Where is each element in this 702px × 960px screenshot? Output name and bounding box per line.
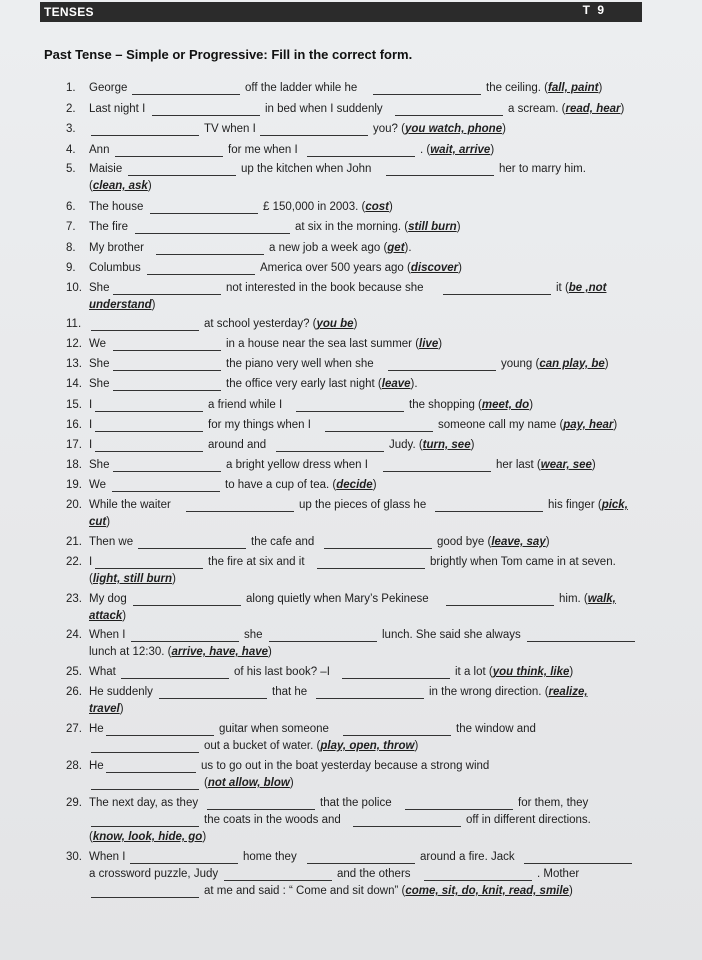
answer-blank[interactable] [91,897,199,898]
answer-blank[interactable] [113,370,221,371]
verb-hint: light, still burn [92,573,173,585]
sentence-text: ) [202,831,207,843]
answer-blank[interactable] [186,511,294,512]
answer-blank[interactable] [269,641,377,642]
answer-blank[interactable] [106,735,214,736]
verb-hint: leave [381,378,411,390]
sentence-text: While the waiter [89,499,171,511]
verb-hint: attack [89,610,123,622]
exercise-number: 9. [66,262,76,274]
answer-blank[interactable] [373,94,481,95]
header-bar [40,2,642,22]
sentence-text: Columbus [89,262,141,274]
sentence-text: a friend while I [208,399,283,411]
answer-blank[interactable] [112,491,220,492]
verb-hint: you be [316,318,354,330]
sentence-text: around and [208,439,267,451]
sentence-text: her last ( [496,459,541,471]
sentence-text: for me when I [228,144,298,156]
answer-blank[interactable] [150,213,258,214]
sentence-text: My brother [89,242,144,254]
answer-blank[interactable] [316,698,424,699]
answer-blank[interactable] [135,233,290,234]
answer-blank[interactable] [343,735,451,736]
sentence-text: home they [243,851,297,863]
exercise-number: 12. [66,338,82,350]
answer-blank[interactable] [131,641,239,642]
sentence-text: ) [372,479,377,491]
verb-hint: play, open, throw [320,740,415,752]
sentence-text: What [89,666,116,678]
answer-blank[interactable] [121,678,229,679]
sentence-text: to have a cup of tea. ( [225,479,337,491]
answer-blank[interactable] [147,274,255,275]
exercise-number: 7. [66,221,76,233]
answer-blank[interactable] [128,175,236,176]
sentence-text: a crossword puzzle, Judy [89,868,219,880]
sentence-text: Ann [89,144,110,156]
sentence-text: lunch at 12:30. ( [89,646,172,658]
exercise-number: 29. [66,797,82,809]
sentence-text: ) [613,419,618,431]
verb-hint: walk, [587,593,616,605]
answer-blank[interactable] [91,789,199,790]
exercise-number: 16. [66,419,82,431]
sentence-text: a bright yellow dress when I [226,459,368,471]
sentence-text: ) [470,439,475,451]
sentence-text: My dog [89,593,127,605]
answer-blank[interactable] [307,156,415,157]
sentence-text: ) [353,318,358,330]
sentence-text: the cafe and [251,536,315,548]
exercise-number: 28. [66,760,82,772]
answer-blank[interactable] [95,451,203,452]
sentence-text: Last night I [89,103,146,115]
verb-hint: still burn [408,221,457,233]
verb-hint: wait, arrive [430,144,491,156]
exercise-number: 11. [66,318,82,330]
verb-hint: not allow, blow [207,777,290,789]
answer-blank[interactable] [524,863,632,864]
answer-blank[interactable] [159,698,267,699]
answer-blank[interactable] [130,863,238,864]
sentence-text: £ 150,000 in 2003. ( [263,201,366,213]
sentence-text: up the pieces of glass he [299,499,427,511]
sentence-text: in a house near the sea last summer ( [226,338,420,350]
verb-hint: cut [89,516,107,528]
sentence-text: someone call my name ( [438,419,564,431]
sentence-text: He suddenly [89,686,153,698]
verb-hint: realize, [548,686,588,698]
sentence-text: Judy. ( [389,439,423,451]
sentence-text: America over 500 years ago ( [260,262,411,274]
verb-hint: cost [365,201,389,213]
verb-hint: come, sit, do, knit, read, smile [405,885,569,897]
sentence-text: ) [268,646,272,658]
answer-blank[interactable] [325,431,433,432]
sentence-text: the coats in the woods and [204,814,341,826]
verb-hint: fall, paint [548,82,599,94]
sentence-text: ( [204,777,208,789]
answer-blank[interactable] [91,752,199,753]
verb-hint: get [387,242,405,254]
answer-blank[interactable] [324,548,432,549]
sentence-text: TV when I [204,123,256,135]
verb-hint: leave, say [491,536,546,548]
answer-blank[interactable] [276,451,384,452]
exercise-number: 22. [66,556,82,568]
sentence-text: I [89,439,93,451]
answer-blank[interactable] [383,471,491,472]
sentence-text: ) [568,885,573,897]
sentence-text: ) [456,221,461,233]
sentence-text: ). [404,242,412,254]
answer-blank[interactable] [388,370,496,371]
verb-hint: understand [89,299,152,311]
verb-hint: turn, see [422,439,471,451]
answer-blank[interactable] [307,863,415,864]
answer-blank[interactable] [435,511,543,512]
sentence-text: ) [569,666,574,678]
exercise-number: 6. [66,201,76,213]
sentence-text: ) [151,299,156,311]
sentence-text: The next day, as they [89,797,199,809]
verb-hint: read, hear [565,103,621,115]
answer-blank[interactable] [106,772,196,773]
verb-hint: be ,not [568,282,607,294]
answer-blank[interactable] [386,175,494,176]
exercise-number: 26. [66,686,82,698]
sentence-text: When I [89,851,126,863]
sentence-text: The house [89,201,144,213]
sentence-text: she [244,629,263,641]
sentence-text: for them, they [518,797,589,809]
sentence-text: ) [388,201,393,213]
sentence-text: you? ( [373,123,405,135]
sentence-text: ) [147,180,152,192]
sentence-text: a new job a week ago ( [269,242,388,254]
sentence-text: Maisie [89,163,123,175]
answer-blank[interactable] [113,350,221,351]
page-code: T 9 [582,3,606,17]
answer-blank[interactable] [317,568,425,569]
sentence-text: the window and [456,723,536,735]
sentence-text: the office very early last night ( [226,378,382,390]
sentence-text: Then we [89,536,134,548]
answer-blank[interactable] [113,294,221,295]
sentence-text: . Mother [537,868,580,880]
sentence-text: it ( [556,282,569,294]
sentence-text: George [89,82,128,94]
exercise-number: 24. [66,629,82,641]
verb-hint: you watch, phone [404,123,503,135]
sentence-text: at me and said : “ Come and sit down” ( [204,885,406,897]
sentence-text: off the ladder while he [245,82,358,94]
exercise-number: 19. [66,479,82,491]
exercise-number: 2. [66,103,76,115]
sentence-text: ) [529,399,534,411]
answer-blank[interactable] [443,294,551,295]
sentence-text: off in different directions. [466,814,591,826]
sentence-text: a scream. ( [508,103,566,115]
sentence-text: us to go out in the boat yesterday because a strong wind [201,760,490,772]
answer-blank[interactable] [296,411,404,412]
sentence-text: for my things when I [208,419,311,431]
sentence-text: the ceiling. ( [486,82,549,94]
sentence-text: ) [620,103,625,115]
sentence-text: not interested in the book because she [226,282,424,294]
sentence-text: the piano very well when she [226,358,374,370]
sentence-text: him. ( [559,593,588,605]
sentence-text: it a lot ( [455,666,493,678]
verb-hint: pick, [601,499,628,511]
answer-blank[interactable] [424,880,532,881]
exercise-number: 4. [66,144,76,156]
exercise-number: 8. [66,242,76,254]
sentence-text: She [89,378,110,390]
sentence-text: ) [490,144,495,156]
verb-hint: meet, do [481,399,530,411]
verb-hint: can play, be [539,358,605,370]
sentence-text: up the kitchen when John [241,163,372,175]
sentence-text: ) [438,338,443,350]
sentence-text: She [89,358,110,370]
answer-blank[interactable] [260,135,368,136]
sentence-text: ) [289,777,294,789]
exercise-number: 3. [66,123,76,135]
exercise-number: 1. [66,82,76,94]
sentence-text: ) [458,262,463,274]
sentence-text: out a bucket of water. ( [204,740,321,752]
header-label: TENSES [44,5,94,19]
sentence-text: ) [122,610,127,622]
sentence-text: at six in the morning. ( [295,221,409,233]
sentence-text: the shopping ( [409,399,482,411]
sentence-text: ) [502,123,506,135]
answer-blank[interactable] [95,431,203,432]
answer-blank[interactable] [91,135,199,136]
sentence-text: When I [89,629,126,641]
verb-hint: pay, hear [563,419,614,431]
exercise-number: 5. [66,163,76,175]
verb-hint: know, look, hide, go [92,831,203,843]
exercise-number: 25. [66,666,82,678]
sentence-text: ) [119,703,124,715]
sentence-text: in bed when I suddenly [265,103,383,115]
answer-blank[interactable] [207,809,315,810]
exercise-number: 23. [66,593,82,605]
answer-blank[interactable] [446,605,554,606]
answer-blank[interactable] [342,678,450,679]
sentence-text: that the police [320,797,392,809]
exercise-number: 30. [66,851,82,863]
sentence-text: I [89,419,93,431]
answer-blank[interactable] [138,548,246,549]
answer-blank[interactable] [91,330,199,331]
sentence-text: ) [414,740,419,752]
exercise-number: 14. [66,378,82,390]
verb-hint: clean, ask [92,180,148,192]
answer-blank[interactable] [132,94,240,95]
sentence-text: The fire [89,221,128,233]
sentence-text: and the others [337,868,411,880]
answer-blank[interactable] [353,826,461,827]
sentence-text: ) [604,358,609,370]
answer-blank[interactable] [395,115,503,116]
answer-blank[interactable] [95,411,203,412]
exercise-number: 15. [66,399,82,411]
sentence-text: at school yesterday? ( [204,318,317,330]
answer-blank[interactable] [156,254,264,255]
exercise-number: 13. [66,358,82,370]
sentence-text: He [89,723,104,735]
sentence-text: young ( [501,358,540,370]
sentence-text: I [89,556,93,568]
sentence-text: I [89,399,93,411]
sentence-text: along quietly when Mary’s Pekinese [246,593,429,605]
verb-hint: travel [89,703,120,715]
sentence-text: the fire at six and it [208,556,305,568]
answer-blank[interactable] [115,156,223,157]
answer-blank[interactable] [152,115,260,116]
sentence-text: guitar when someone [219,723,329,735]
sentence-text: ) [591,459,596,471]
sentence-text: ) [545,536,550,548]
answer-blank[interactable] [91,826,199,827]
answer-blank[interactable] [224,880,332,881]
exercise-number: 20. [66,499,82,511]
sentence-text: She [89,459,110,471]
exercise-number: 21. [66,536,82,548]
verb-hint: arrive, have, have [171,646,269,658]
sentence-text: We [89,479,107,491]
answer-blank[interactable] [95,568,203,569]
sentence-text: He [89,760,104,772]
sentence-text: lunch. She said she always [382,629,521,641]
answer-blank[interactable] [113,471,221,472]
sentence-text: . ( [420,144,431,156]
sentence-text: her to marry him. [499,163,586,175]
verb-hint: wear, see [540,459,592,471]
verb-hint: you think, like [492,666,570,678]
answer-blank[interactable] [133,605,241,606]
sentence-text: ) [598,82,603,94]
sentence-text: ). [410,378,418,390]
sentence-text: ( [89,831,93,843]
sentence-text: that he [272,686,308,698]
sentence-text: in the wrong direction. ( [429,686,549,698]
sentence-text: ( [89,180,93,192]
sentence-text: his finger ( [548,499,602,511]
sentence-text: ) [106,516,111,528]
answer-blank[interactable] [527,641,635,642]
sentence-text: ( [89,573,93,585]
sentence-text: brightly when Tom came in at seven. [430,556,616,568]
answer-blank[interactable] [405,809,513,810]
verb-hint: live [419,338,439,350]
sentence-text: ) [172,573,176,585]
sentence-text: She [89,282,110,294]
page-title: Past Tense – Simple or Progressive: Fill in the correct form. [44,47,413,62]
exercise-number: 27. [66,723,82,735]
exercise-number: 18. [66,459,82,471]
sentence-text: around a fire. Jack [420,851,515,863]
exercise-number: 10. [66,282,82,294]
exercise-number: 17. [66,439,82,451]
sentence-text: We [89,338,107,350]
sentence-text: of his last book? –I [234,666,330,678]
sentence-text: good bye ( [437,536,492,548]
answer-blank[interactable] [113,390,221,391]
verb-hint: discover [410,262,459,274]
verb-hint: decide [336,479,373,491]
